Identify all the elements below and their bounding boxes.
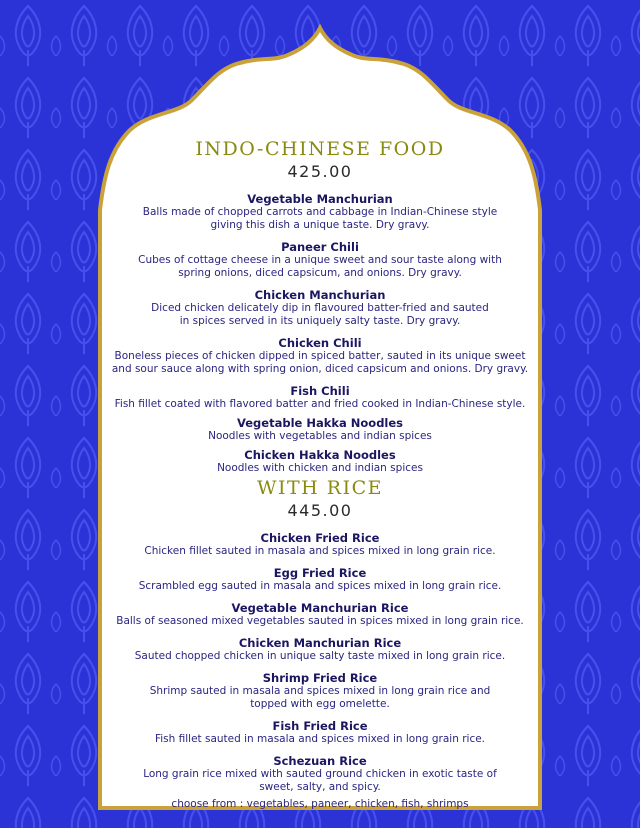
item-description: Shrimp sauted in masala and spices mixed in long grain rice and topped with egg omelette. — [149, 685, 491, 710]
menu-item — [100, 636, 540, 663]
section-price: 425.00 — [287, 162, 353, 181]
menu-item — [100, 754, 540, 794]
section-with-rice — [100, 475, 540, 811]
menu-item — [100, 601, 540, 628]
item-description: Balls made of chopped carrots and cabbage in Indian-Chinese style giving this dish a unique taste. Dry gravy. — [142, 206, 498, 231]
item-description: Boneless pieces of chicken dipped in spiced batter, sauted in its unique sweet and sour sauce along with spring onion, diced capsicum and onions. Dry gravy. — [111, 350, 529, 375]
menu-item — [100, 531, 540, 558]
menu-content — [100, 136, 540, 811]
item-name: Chicken Manchurian Rice — [238, 636, 402, 650]
item-description: Fish fillet sauted in masala and spices mixed in long grain rice. — [154, 733, 486, 745]
item-name: Chicken Chili — [278, 336, 362, 350]
menu-item — [100, 240, 540, 280]
item-name: Fish Fried Rice — [272, 719, 368, 733]
item-description: Fish fillet coated with flavored batter and fried cooked in Indian-Chinese style. — [114, 398, 526, 410]
choose-from-note: choose from : vegetables, paneer, chicken, fish, shrimps — [171, 798, 469, 810]
item-description: Noodles with chicken and indian spices — [217, 462, 423, 474]
item-name: Chicken Manchurian — [254, 288, 386, 302]
item-description: Balls of seasoned mixed vegetables sauted in spices mixed in long grain rice. — [116, 615, 524, 627]
item-name: Shrimp Fried Rice — [262, 671, 378, 685]
menu-item — [100, 719, 540, 746]
item-description: Scrambled egg sauted in masala and spices mixed in long grain rice. — [138, 580, 502, 592]
item-name: Fish Chili — [290, 384, 350, 398]
item-name: Vegetable Hakka Noodles — [236, 416, 404, 430]
menu-item — [100, 566, 540, 593]
item-name: Schezuan Rice — [273, 754, 367, 768]
item-name: Vegetable Manchurian — [247, 192, 393, 206]
item-description: Sauted chopped chicken in unique salty taste mixed in long grain rice. — [134, 650, 506, 662]
menu-item — [100, 416, 540, 443]
item-description: Noodles with vegetables and indian spices — [208, 430, 432, 442]
menu-item — [100, 288, 540, 328]
section-indo-chinese — [100, 136, 540, 475]
item-name: Paneer Chili — [281, 240, 359, 254]
item-name: Chicken Hakka Noodles — [244, 448, 396, 462]
section-price: 445.00 — [287, 501, 353, 520]
menu-item — [100, 384, 540, 411]
menu-item — [100, 192, 540, 232]
section-title: WITH RICE — [256, 477, 384, 499]
item-description: Cubes of cottage cheese in a unique sweet and sour taste along with spring onions, diced capsicum, and onions. Dry gravy. — [138, 254, 502, 279]
menu-item — [100, 336, 540, 376]
section-title: INDO-CHINESE FOOD — [195, 138, 445, 160]
menu-item — [100, 671, 540, 711]
item-name: Vegetable Manchurian Rice — [231, 601, 409, 615]
item-description: Diced chicken delicately dip in flavoured batter-fried and sauted in spices served in its uniquely salty taste. Dry gravy. — [151, 302, 489, 327]
item-name: Chicken Fried Rice — [260, 531, 380, 545]
item-description: Long grain rice mixed with sauted ground chicken in exotic taste of sweet, salty, and spicy. — [143, 768, 497, 793]
item-name: Egg Fried Rice — [273, 566, 367, 580]
menu-item — [100, 448, 540, 475]
item-description: Chicken fillet sauted in masala and spices mixed in long grain rice. — [144, 545, 496, 557]
